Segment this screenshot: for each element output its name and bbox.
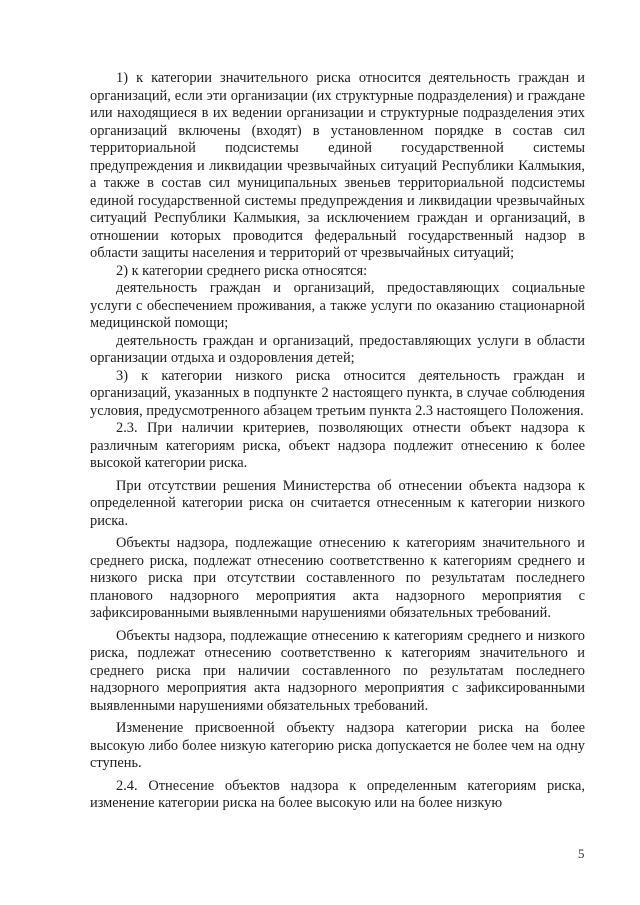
paragraph: При отсутствии решения Министерства об отнесении объекта надзора к определенной категории риска он считается отнесенным к категории низкого риска. [90,477,585,529]
paragraph: Изменение присвоенной объекту надзора категории риска на более высокую либо более низкую категорию риска допускается не более чем на одну ступень. [90,720,585,771]
paragraph: 3) к категории низкого риска относится деятельность граждан и организаций, указанных в подпункте 2 настоящего пункта, в случае соблюдения условия, предусмотренного абзацем третьим пункта 2.3 настоящего Положения. [90,367,585,419]
document-body [90,70,585,813]
paragraph: деятельность граждан и организаций, предоставляющих услуги в области организации отдыха и оздоровления детей; [90,332,585,366]
paragraph: деятельность граждан и организаций, предоставляющих социальные услуги с обеспечением проживания, а также услуги по оказанию стационарной медицинской помощи; [90,280,585,331]
paragraph: 2.4. Отнесение объектов надзора к определенным категориям риска, изменение категории риска на более высокую или на более низкую [90,777,585,811]
paragraph: 2.3. При наличии критериев, позволяющих отнести объект надзора к различным категориям риска, объект надзора подлежит отнесению к более высокой категории риска. [90,420,585,471]
page-number: 5 [578,846,585,861]
paragraph: 1) к категории значительного риска относится деятельность граждан и организаций, если эти организации (их структурные подразделения) и граждане или находящиеся в их ведении организации и структурные подразделения этих организаций включены (входят) в установленном порядке в состав сил территориальной подсистемы единой государственной системы предупреждения и ликвидации чрезвычайных ситуаций Республики Калмыкия, а также в состав сил муниципальных звеньев территориальной подсистемы единой государственной системы предупреждения и ликвидации чрезвычайных ситуаций Республики Калмыкия, за исключением граждан и организаций, в отношении которых проводится федеральный государственный надзор в области защиты населения и территорий от чрезвычайных ситуаций; [90,70,585,261]
paragraph: 2) к категории среднего риска относятся: [116,262,368,279]
paragraph: Объекты надзора, подлежащие отнесению к категориям значительного и среднего риска, подлежат отнесению соответственно к категориям среднего и низкого риска при отсутствии составленного по результатам последнего планового надзорного мероприятия акта надзорного мероприятия с зафиксированными выявленными нарушениями обязательных требований. [90,535,585,621]
paragraph: Объекты надзора, подлежащие отнесению к категориям среднего и низкого риска, подлежат отнесению соответственно к категориям значительного и среднего риска при наличии составленного по результатам последнего надзорного мероприятия акта надзорного мероприятия с зафиксированными выявленными нарушениями обязательных требований. [90,627,585,714]
